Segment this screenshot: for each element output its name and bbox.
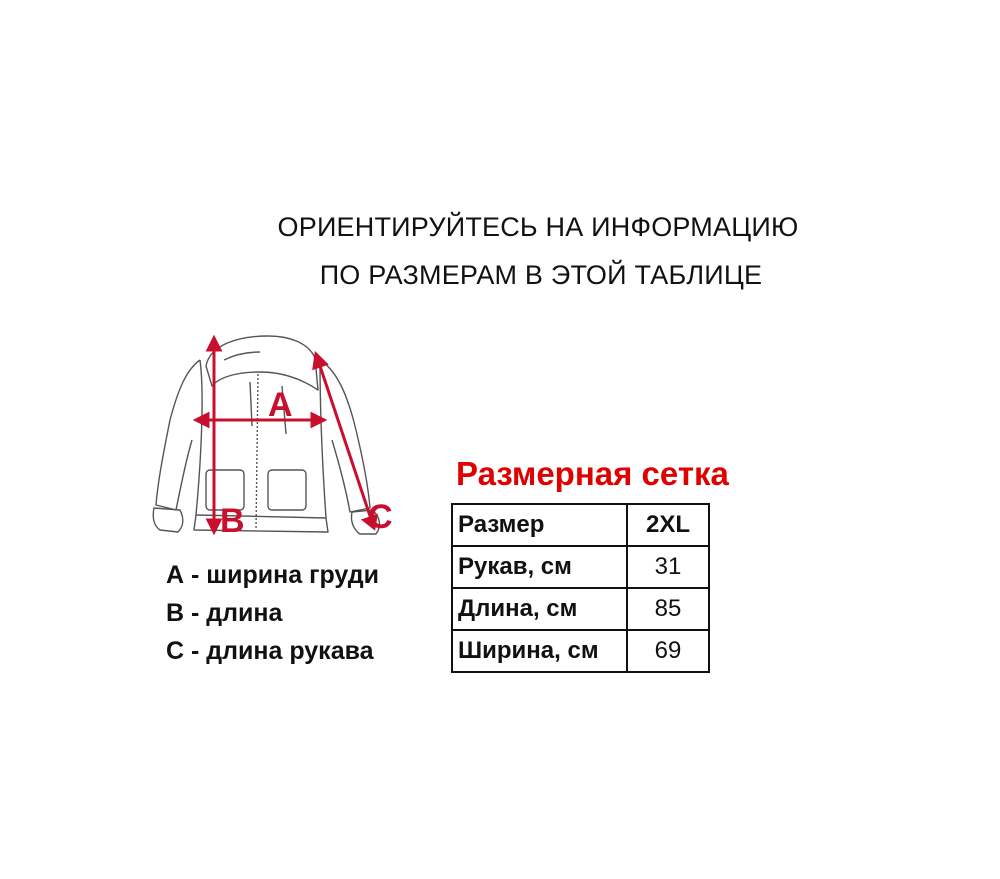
label-c: C xyxy=(368,498,393,536)
legend-a: А - ширина груди xyxy=(166,561,379,589)
label-a: A xyxy=(268,386,293,424)
jacket-left-sleeve xyxy=(156,360,200,510)
measurement-legend xyxy=(166,556,379,670)
jacket-measurement-diagram xyxy=(140,330,410,550)
legend-c: С - длина рукава xyxy=(166,637,374,665)
jacket-zipper xyxy=(256,374,258,530)
size-table-row-label: Длина, см xyxy=(452,588,627,630)
jacket-right-pocket xyxy=(268,470,306,510)
size-table xyxy=(451,503,710,673)
size-table-row-value: 69 xyxy=(627,630,709,672)
size-table-header-label: Размер xyxy=(452,504,627,546)
size-table-row-value: 85 xyxy=(627,588,709,630)
size-table-row-label: Рукав, см xyxy=(452,546,627,588)
table-row xyxy=(452,588,709,630)
table-row xyxy=(452,546,709,588)
size-table-header-value: 2XL xyxy=(627,504,709,546)
size-table-header-row xyxy=(452,504,709,546)
heading-line-1: ОРИЕНТИРУЙТЕСЬ НА ИНФОРМАЦИЮ xyxy=(277,212,799,242)
table-row xyxy=(452,630,709,672)
size-chart-title: Размерная сетка xyxy=(456,455,729,492)
heading-line-2: ПО РАЗМЕРАМ В ЭТОЙ ТАБЛИЦЕ xyxy=(319,260,763,290)
arrow-c-sleeve-length xyxy=(318,360,372,522)
jacket-outline xyxy=(153,336,379,534)
size-table-row-label: Ширина, см xyxy=(452,630,627,672)
jacket-hood xyxy=(206,336,318,390)
label-b: B xyxy=(220,502,245,540)
size-table-row-value: 31 xyxy=(627,546,709,588)
legend-b: В - длина xyxy=(166,599,283,627)
